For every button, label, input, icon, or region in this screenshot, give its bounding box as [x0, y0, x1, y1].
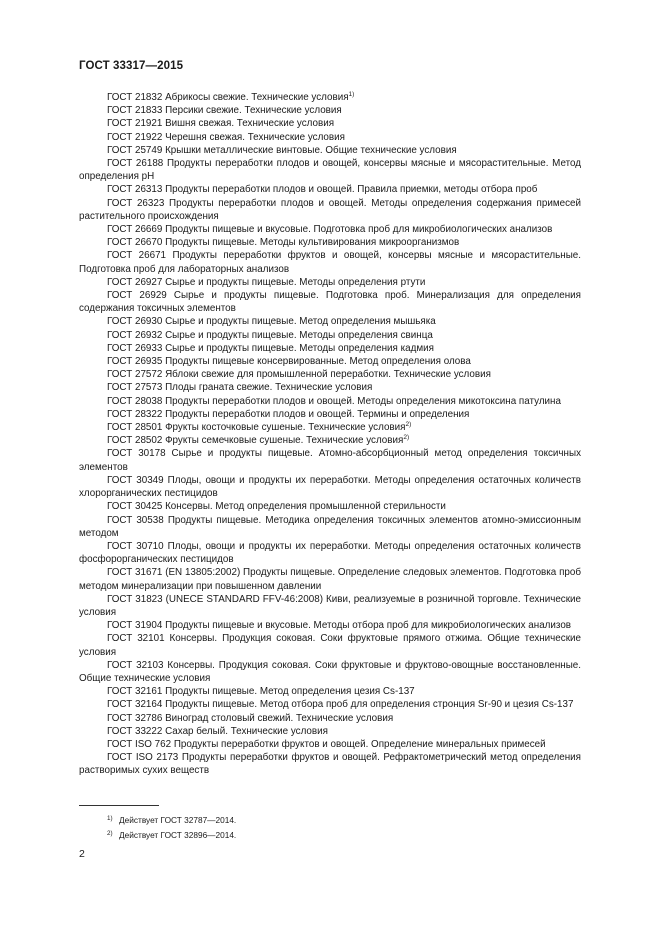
reference-text: ГОСТ 26930 Сырье и продукты пищевые. Метод определения мышьяка [107, 316, 436, 328]
reference-item [79, 197, 581, 223]
reference-text: ГОСТ 21921 Вишня свежая. Технические условия [107, 118, 335, 130]
reference-item [79, 500, 581, 513]
reference-text: ГОСТ 28322 Продукты переработки плодов и овощей. Термины и определения [107, 408, 470, 420]
reference-text: ГОСТ 33222 Сахар белый. Технические условия [107, 725, 328, 737]
reference-text: ГОСТ 30538 Продукты пищевые. Методика определения токсичных элементов атомно-эмиссионным методом [79, 514, 581, 539]
footnote-text: Действует ГОСТ 32787—2014. [119, 815, 237, 825]
reference-item [79, 738, 581, 751]
reference-item [79, 91, 581, 104]
reference-item [79, 619, 581, 632]
reference-item [79, 540, 581, 566]
reference-item [79, 593, 581, 619]
reference-item [79, 434, 581, 447]
reference-text: ГОСТ 25749 Крышки металлические винтовые. Общие технические условия [107, 144, 457, 156]
reference-item [79, 632, 581, 658]
reference-text: ГОСТ 26932 Сырье и продукты пищевые. Методы определения свинца [107, 329, 433, 341]
reference-item [79, 289, 581, 315]
reference-text: ГОСТ 26323 Продукты переработки плодов и овощей. Методы определения содержания примесей растительного происхождения [79, 197, 581, 222]
reference-text: ГОСТ 26929 Сырье и продукты пищевые. Подготовка проб. Минерализация для определения содержания токсичных элементов [79, 290, 581, 315]
reference-item [79, 395, 581, 408]
reference-text: ГОСТ ISO 762 Продукты переработки фруктов и овощей. Определение минеральных примесей [107, 738, 546, 750]
reference-item [79, 249, 581, 275]
reference-text: ГОСТ 28502 Фрукты семечковые сушеные. Технические условия [107, 435, 404, 447]
reference-item [79, 698, 581, 711]
reference-text: ГОСТ 28501 Фрукты косточковые сушеные. Технические условия [107, 422, 406, 434]
reference-text: ГОСТ 26313 Продукты переработки плодов и овощей. Правила приемки, методы отбора проб [107, 184, 538, 196]
reference-text: ГОСТ 32161 Продукты пищевые. Метод определения цезия Cs-137 [107, 686, 415, 698]
reference-item [79, 104, 581, 117]
reference-text: ГОСТ 32103 Консервы. Продукция соковая. Соки фруктовые и фруктово-овощные восстановленные. Общие технические условия [79, 659, 581, 684]
reference-item [79, 355, 581, 368]
reference-text: ГОСТ 30178 Сырье и продукты пищевые. Атомно-абсорбционный метод определения токсичных элементов [79, 448, 581, 473]
reference-item [79, 566, 581, 592]
reference-item [79, 144, 581, 157]
reference-text: ГОСТ ISO 2173 Продукты переработки фруктов и овощей. Рефрактометрический метод определения растворимых сухих веществ [79, 752, 581, 777]
reference-text: ГОСТ 26671 Продукты переработки фруктов и овощей, консервы мясные и мясорастительные. Подготовка проб для лабораторных анализов [79, 250, 581, 275]
footnote-divider [79, 805, 159, 806]
reference-item [79, 685, 581, 698]
reference-item [79, 315, 581, 328]
reference-text: ГОСТ 30425 Консервы. Метод определения промышленной стерильности [107, 501, 446, 513]
reference-item [79, 712, 581, 725]
reference-item [79, 276, 581, 289]
reference-item [79, 368, 581, 381]
footnote-number: 2) [107, 830, 113, 837]
reference-item [79, 236, 581, 249]
reference-text: ГОСТ 27572 Яблоки свежие для промышленной переработки. Технические условия [107, 369, 491, 381]
reference-text: ГОСТ 31671 (EN 13805:2002) Продукты пищевые. Определение следовых элементов. Подготовка проб методом минерализации при повышенном давлении [79, 567, 581, 592]
footnote [107, 812, 236, 827]
reference-text: ГОСТ 21832 Абрикосы свежие. Технические условия [107, 92, 349, 103]
reference-item [79, 183, 581, 196]
footnote-marker: 2) [403, 434, 410, 442]
normative-references-list [79, 91, 581, 778]
reference-item [79, 447, 581, 473]
reference-item [79, 342, 581, 355]
footnote [107, 827, 236, 842]
reference-text: ГОСТ 30710 Плоды, овощи и продукты их переработки. Методы определения остаточных количеств фосфорорганических пестицидов [79, 540, 581, 566]
reference-item [79, 157, 581, 183]
reference-item [79, 329, 581, 342]
reference-text: ГОСТ 32786 Виноград столовый свежий. Технические условия [107, 712, 394, 724]
reference-text: ГОСТ 26933 Сырье и продукты пищевые. Методы определения кадмия [107, 342, 434, 354]
reference-item [79, 474, 581, 500]
footnote-text: Действует ГОСТ 32896—2014. [119, 830, 237, 840]
document-header: ГОСТ 33317—2015 [79, 60, 184, 72]
reference-text: ГОСТ 27573 Плоды граната свежие. Технические условия [107, 382, 373, 394]
page-number: 2 [79, 848, 85, 860]
reference-item [79, 408, 581, 421]
reference-text: ГОСТ 32101 Консервы. Продукция соковая. Соки фруктовые прямого отжима. Общие технические условия [79, 633, 581, 658]
reference-text: ГОСТ 26188 Продукты переработки плодов и овощей, консервы мясные и мясорастительные. Метод определения рН [79, 158, 581, 183]
reference-text: ГОСТ 26669 Продукты пищевые и вкусовые. Подготовка проб для микробиологических анализов [107, 224, 553, 236]
footnote-number: 1) [107, 815, 113, 822]
reference-text: ГОСТ 31904 Продукты пищевые и вкусовые. Методы отбора проб для микробиологических анализов [107, 620, 572, 632]
reference-item [79, 751, 581, 777]
reference-text: ГОСТ 32164 Продукты пищевые. Метод отбора проб для определения стронция Sr-90 и цезия Cs-137 [107, 699, 574, 711]
reference-text: ГОСТ 21922 Черешня свежая. Технические условия [107, 131, 345, 143]
reference-item [79, 514, 581, 540]
reference-item [79, 421, 581, 434]
footnote-marker: 2) [405, 421, 412, 429]
reference-item [79, 131, 581, 144]
reference-item [79, 117, 581, 130]
reference-item [79, 381, 581, 394]
reference-text: ГОСТ 30349 Плоды, овощи и продукты их переработки. Методы определения остаточных количеств хлорорганических пестицидов [79, 474, 581, 500]
reference-item [79, 659, 581, 685]
reference-text: ГОСТ 26670 Продукты пищевые. Методы культивирования микроорганизмов [107, 237, 460, 249]
reference-text: ГОСТ 31823 (UNECE STANDARD FFV-46:2008) Киви, реализуемые в розничной торговле. Технические условия [79, 593, 581, 618]
footnotes [107, 812, 236, 842]
footnote-marker: 1) [348, 91, 355, 98]
reference-text: ГОСТ 26927 Сырье и продукты пищевые. Методы определения ртути [107, 276, 426, 288]
reference-text: ГОСТ 28038 Продукты переработки плодов и овощей. Методы определения микотоксина патулина [107, 395, 561, 407]
reference-item [79, 223, 581, 236]
reference-text: ГОСТ 26935 Продукты пищевые консервированные. Метод определения олова [107, 356, 471, 368]
reference-item [79, 725, 581, 738]
reference-text: ГОСТ 21833 Персики свежие. Технические условия [107, 105, 342, 117]
